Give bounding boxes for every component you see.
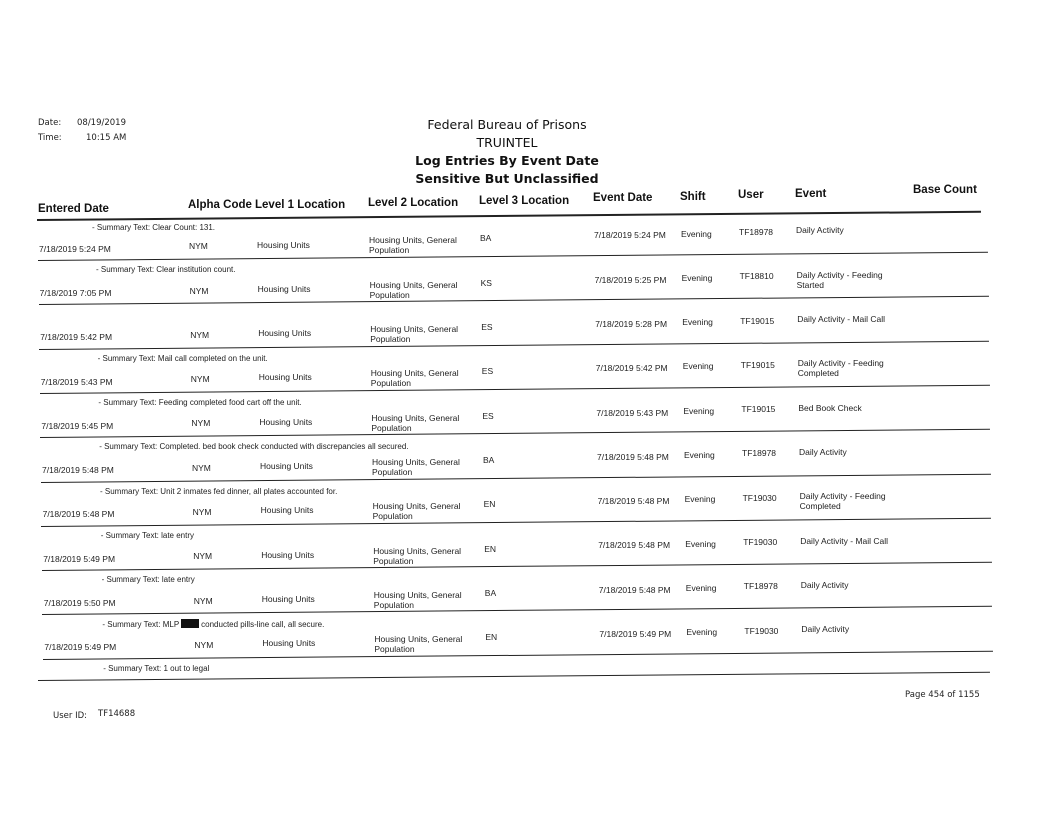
cell-level1: Housing Units (261, 549, 315, 560)
cell-event: Daily Activity (801, 624, 850, 635)
row-divider (41, 518, 991, 527)
cell-level2: Housing Units, General Population (374, 634, 463, 655)
cell-user: TF19015 (741, 404, 776, 415)
summary-text: - Summary Text: Completed. bed book check conducted with discrepancies all secured. (99, 442, 409, 452)
cell-alpha: NYM (192, 462, 211, 473)
cell-user: TF18978 (742, 448, 777, 459)
row-divider (39, 296, 989, 305)
cell-event-date: 7/18/2019 5:43 PM (596, 407, 669, 418)
summary-text-end: conducted pills-line call, all secure. (201, 620, 325, 630)
cell-level3: EN (483, 499, 496, 510)
col-level2: Level 2 Location (368, 197, 459, 209)
cell-level1: Housing Units (257, 283, 311, 294)
title-report: Log Entries By Event Date (415, 153, 599, 168)
cell-alpha: NYM (189, 285, 209, 296)
summary-text: - Summary Text: Unit 2 inmates fed dinner, all plates accounted for. (100, 486, 338, 496)
cell-level1: Housing Units (258, 328, 312, 339)
cell-level1: Housing Units (260, 505, 314, 516)
cell-alpha: NYM (191, 418, 211, 429)
cell-user: TF19030 (742, 492, 777, 503)
cell-entered: 7/18/2019 5:45 PM (41, 420, 114, 431)
cell-level2: Housing Units, General Population (372, 456, 460, 477)
cell-event-date: 7/18/2019 5:48 PM (597, 451, 669, 462)
cell-level2: Housing Units, General Population (371, 412, 460, 433)
row-divider (39, 340, 989, 349)
title-classification: Sensitive But Unclassified (415, 171, 599, 186)
row-divider (40, 429, 990, 438)
cell-level3: BA (480, 233, 492, 244)
cell-entered: 7/18/2019 5:42 PM (40, 332, 113, 343)
cell-level2: Housing Units, General Population (372, 501, 461, 522)
row-divider (43, 650, 993, 659)
row-divider (41, 473, 991, 482)
table-bottom-rule (38, 672, 990, 681)
cell-level2: Housing Units, General Population (370, 368, 459, 389)
cell-level3: BA (484, 587, 497, 598)
cell-event: Daily Activity - Mail Call (800, 535, 889, 546)
cell-event: Daily Activity - Feeding Started (796, 269, 883, 290)
cell-level2: Housing Units, General Population (369, 235, 457, 256)
cell-level3: EN (485, 632, 498, 643)
summary-text (102, 619, 324, 629)
row-divider (42, 606, 992, 615)
page-number: Page 454 of 1155 (905, 690, 980, 700)
summary-text-start: - Summary Text: MLP (102, 620, 180, 630)
row-divider (38, 252, 988, 261)
date-value: 08/19/2019 (77, 118, 126, 128)
user-id-label: User ID: (53, 711, 87, 721)
cell-event: Daily Activity (796, 225, 844, 236)
cell-level3: ES (481, 322, 493, 333)
cell-event-date: 7/18/2019 5:25 PM (594, 274, 667, 285)
cell-event-date: 7/18/2019 5:28 PM (595, 318, 668, 329)
summary-text: - Summary Text: Mail call completed on the unit. (97, 353, 268, 363)
cell-level2: Housing Units, General Population (370, 324, 459, 345)
cell-alpha: NYM (194, 639, 214, 650)
col-alpha-code: Alpha Code (188, 199, 252, 211)
cell-alpha: NYM (189, 241, 208, 252)
cell-entered: 7/18/2019 5:48 PM (42, 465, 114, 476)
cell-alpha: NYM (193, 551, 213, 562)
cell-entered: 7/18/2019 5:48 PM (42, 509, 115, 520)
cell-event-date: 7/18/2019 5:48 PM (598, 540, 671, 551)
cell-alpha: NYM (193, 595, 213, 606)
cell-level1: Housing Units (258, 372, 312, 383)
summary-text: - Summary Text: Feeding completed food cart off the unit. (98, 397, 302, 407)
cell-event: Daily Activity (799, 446, 847, 457)
top-summary-text: - Summary Text: Clear Count: 131. (92, 223, 216, 232)
cell-event-date: 7/18/2019 5:48 PM (598, 584, 671, 595)
cell-level3: ES (481, 366, 494, 377)
summary-text: - Summary Text: late entry (101, 575, 195, 585)
col-base-count: Base Count (913, 184, 977, 196)
cell-level1: Housing Units (257, 239, 310, 250)
col-user: User (738, 189, 764, 201)
cell-shift: Evening (682, 361, 714, 372)
cell-event-date: 7/18/2019 5:24 PM (594, 230, 666, 241)
cell-level3: BA (483, 454, 495, 465)
cell-level2: Housing Units, General Population (373, 545, 462, 566)
cell-user: TF19015 (740, 359, 775, 370)
cell-event: Bed Book Check (798, 402, 862, 413)
redaction-block (181, 619, 199, 628)
cell-user: TF18978 (739, 226, 774, 237)
date-label: Date: (38, 118, 62, 128)
cell-user: TF19030 (743, 537, 778, 548)
col-level3: Level 3 Location (479, 195, 570, 207)
cell-shift: Evening (681, 272, 713, 283)
cell-level2: Housing Units, General Population (373, 589, 462, 610)
col-shift: Shift (680, 191, 706, 203)
row-divider (42, 562, 992, 571)
cell-event: Daily Activity (800, 579, 849, 590)
cell-event: Daily Activity - Feeding Completed (799, 491, 886, 512)
cell-level2: Housing Units, General Population (369, 279, 458, 300)
cell-entered: 7/18/2019 5:50 PM (43, 598, 116, 609)
cell-shift: Evening (685, 538, 716, 549)
cell-event: Daily Activity - Feeding Completed (797, 358, 884, 379)
summary-text: - Summary Text: 1 out to legal (103, 663, 210, 673)
cell-level3: KS (480, 277, 492, 288)
cell-shift: Evening (681, 228, 712, 239)
col-event-date: Event Date (593, 192, 653, 204)
time-label: Time: (38, 133, 62, 143)
cell-shift: Evening (683, 405, 715, 416)
cell-level1: Housing Units (262, 638, 316, 649)
cell-shift: Evening (684, 450, 715, 461)
summary-text: - Summary Text: Clear institution count. (96, 265, 236, 275)
cell-user: TF19015 (740, 315, 775, 326)
cell-entered: 7/18/2019 5:49 PM (44, 642, 117, 653)
cell-user: TF18978 (743, 581, 778, 592)
title-system: TRUINTEL (476, 135, 538, 150)
cell-level1: Housing Units (261, 593, 315, 604)
cell-level1: Housing Units (260, 461, 313, 472)
cell-shift: Evening (686, 627, 718, 638)
col-level1: Level 1 Location (255, 199, 346, 211)
col-entered-date: Entered Date (38, 203, 109, 215)
cell-event-date: 7/18/2019 5:49 PM (599, 629, 672, 640)
col-event: Event (795, 188, 827, 200)
cell-user: TF19030 (744, 625, 779, 636)
cell-alpha: NYM (192, 507, 212, 517)
cell-entered: 7/18/2019 5:49 PM (43, 553, 116, 564)
header-rule (37, 211, 981, 221)
cell-shift: Evening (682, 317, 713, 328)
cell-entered: 7/18/2019 7:05 PM (39, 287, 112, 298)
cell-entered: 7/18/2019 5:43 PM (40, 376, 113, 387)
row-divider (40, 385, 990, 394)
title-agency: Federal Bureau of Prisons (427, 117, 587, 132)
summary-text: - Summary Text: late entry (100, 530, 195, 540)
cell-alpha: NYM (190, 374, 210, 385)
cell-event: Daily Activity - Mail Call (797, 314, 886, 325)
user-id-value: TF14688 (98, 709, 136, 719)
cell-shift: Evening (685, 582, 717, 593)
cell-event-date: 7/18/2019 5:42 PM (595, 363, 668, 374)
cell-entered: 7/18/2019 5:24 PM (39, 243, 111, 254)
cell-level3: EN (484, 543, 496, 554)
cell-shift: Evening (684, 494, 716, 505)
cell-level3: ES (482, 410, 494, 421)
time-value: 10:15 AM (86, 133, 127, 143)
cell-level1: Housing Units (259, 416, 313, 427)
cell-user: TF18810 (739, 271, 774, 282)
cell-alpha: NYM (190, 329, 210, 340)
cell-event-date: 7/18/2019 5:48 PM (597, 496, 670, 507)
